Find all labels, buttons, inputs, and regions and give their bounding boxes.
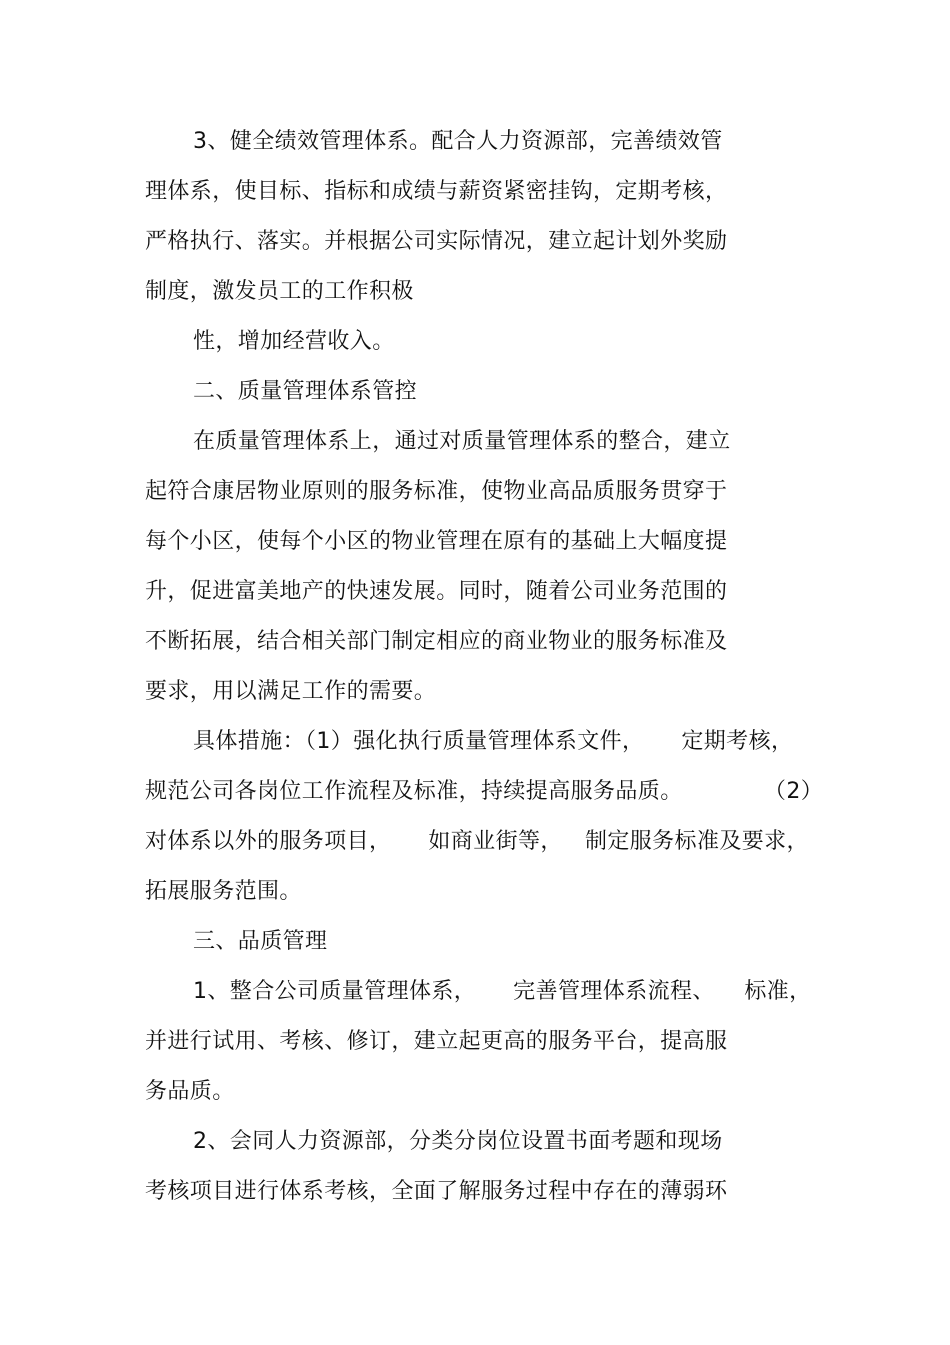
paragraph-line: 理体系，使目标、指标和成绩与薪资紧密挂钩，定期考核， (145, 179, 728, 204)
paragraph-line: 拓展服务范围。 (145, 879, 302, 904)
paragraph-line: 性，增加经营收入。 (193, 329, 395, 354)
paragraph-line: 规范公司各岗位工作流程及标准，持续提高服务品质。 （2） (145, 779, 824, 804)
paragraph-line: 2、会同人力资源部，分类分岗位设置书面考题和现场 (193, 1129, 723, 1154)
paragraph-line: 3、健全绩效管理体系。配合人力资源部，完善绩效管 (193, 129, 723, 154)
paragraph-line: 并进行试用、考核、修订，建立起更高的服务平台，提高服 (145, 1029, 728, 1054)
paragraph-line: 具体措施：（1）强化执行质量管理体系文件， 定期考核， (193, 729, 794, 754)
paragraph-line: 制度，激发员工的工作积极 (145, 279, 414, 304)
paragraph-line: 在质量管理体系上，通过对质量管理体系的整合，建立 (193, 429, 731, 454)
section-heading: 二、质量管理体系管控 (193, 379, 418, 404)
paragraph-line: 要求，用以满足工作的需要。 (145, 679, 437, 704)
paragraph-line: 升，促进富美地产的快速发展。同时，随着公司业务范围的 (145, 579, 728, 604)
paragraph-line: 起符合康居物业原则的服务标准，使物业高品质服务贯穿于 (145, 479, 728, 504)
paragraph-line: 1、整合公司质量管理体系， 完善管理体系流程、 标准， (193, 979, 812, 1004)
paragraph-line: 考核项目进行体系考核，全面了解服务过程中存在的薄弱环 (145, 1179, 728, 1204)
paragraph-line: 务品质。 (145, 1079, 235, 1104)
paragraph-line: 不断拓展，结合相关部门制定相应的商业物业的服务标准及 (145, 629, 728, 654)
paragraph-line: 每个小区，使每个小区的物业管理在原有的基础上大幅度提 (145, 529, 728, 554)
paragraph-line: 严格执行、落实。并根据公司实际情况，建立起计划外奖励 (145, 229, 728, 254)
section-heading: 三、品质管理 (193, 929, 328, 954)
paragraph-line: 对体系以外的服务项目， 如商业街等， 制定服务标准及要求， (145, 829, 809, 854)
